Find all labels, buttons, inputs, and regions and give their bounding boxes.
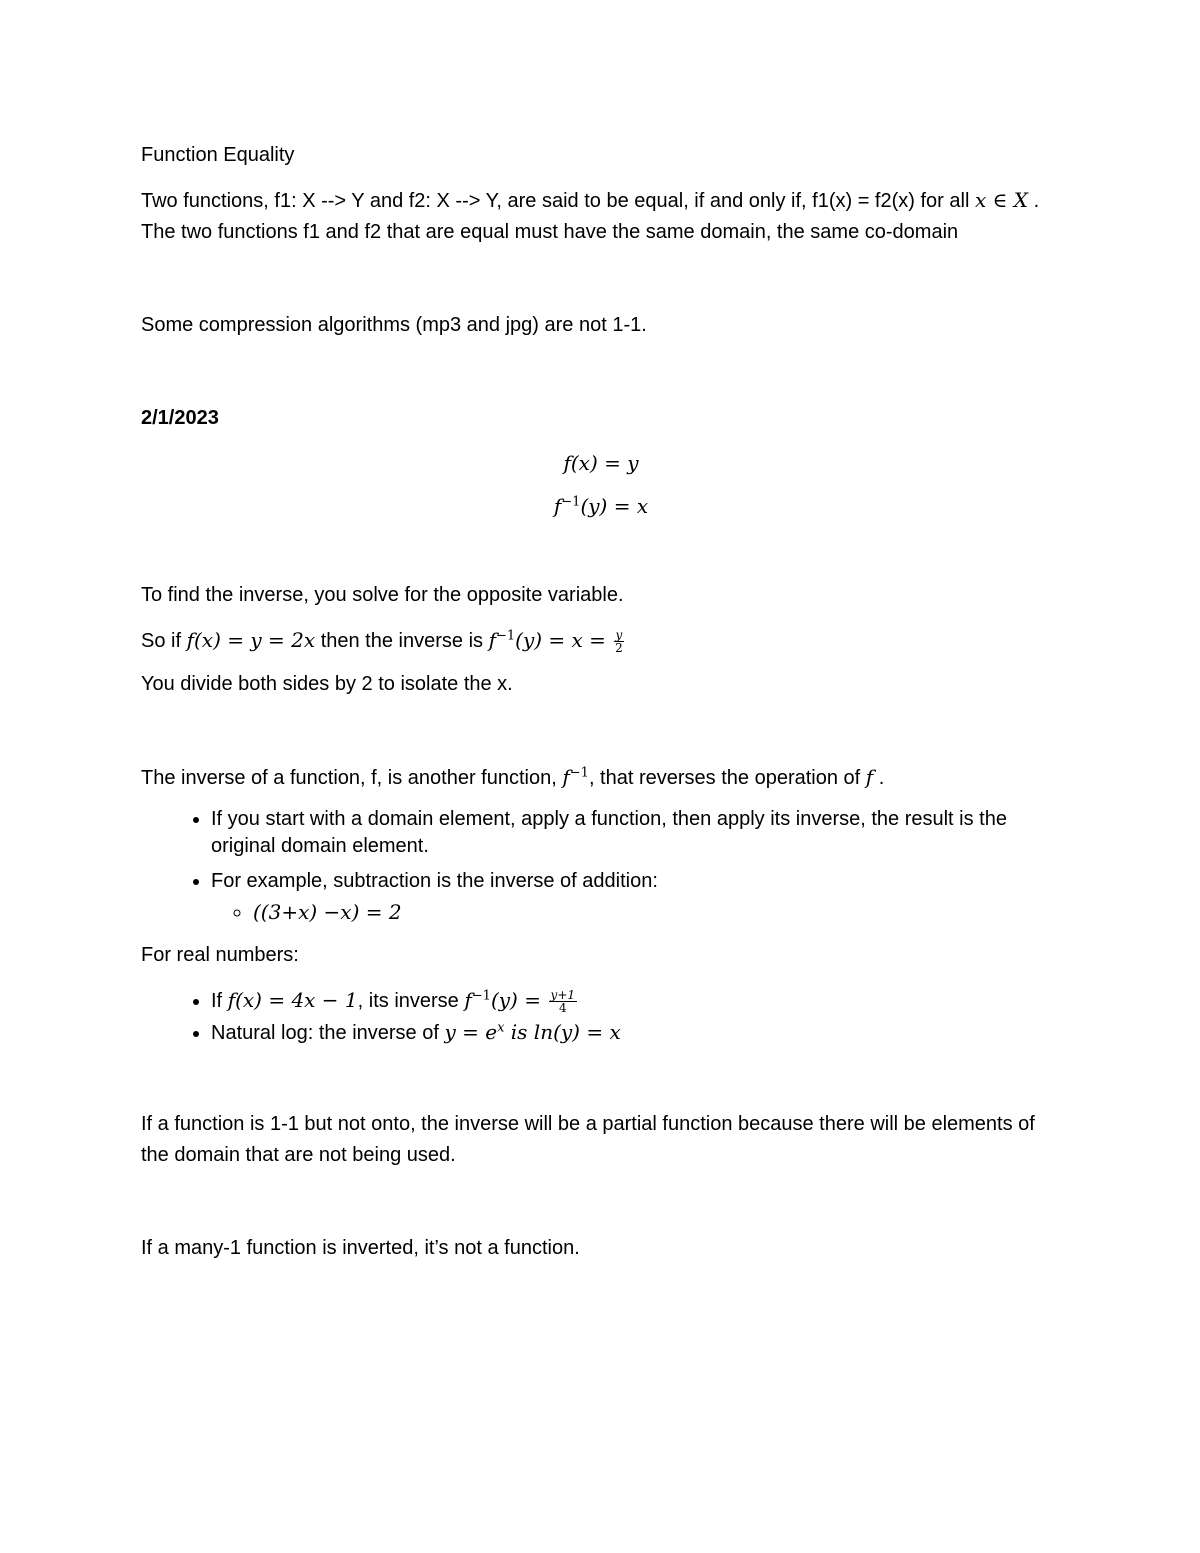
example-math-2 (489, 628, 606, 652)
compression-note: Some compression algorithms (mp3 and jpg) are not 1-1. (141, 314, 647, 336)
bullet-item: • If you start with a domain element, apply a function, then apply its inverse, the result is the original domain element. (211, 806, 1061, 860)
eq2-f: f (553, 494, 562, 518)
inverse-def-f-letter: f (562, 765, 570, 789)
equality-text-2: . The two functions f1 and f2 that are equal must have the same domain, the same co-domain (141, 190, 1040, 243)
example-line (141, 625, 1061, 657)
sub-bullet-item: ◦ ((3+x) −x) = 2 (253, 897, 1061, 928)
real-bullet-1 (211, 985, 1061, 1017)
inverse-definition (141, 762, 1061, 794)
date-heading (141, 403, 1061, 434)
inverse-def-f (562, 765, 589, 789)
sub-bullets (211, 897, 1061, 928)
many-one-note: If a many-1 function is inverted, it’s not a function. (141, 1237, 580, 1259)
equality-paragraph (141, 185, 1061, 248)
date-text: 2/1/2023 (141, 407, 219, 429)
equation-1: f(x) = y (563, 451, 639, 475)
heading: Function Equality (141, 144, 295, 166)
rb2-math1: y = e (444, 1020, 498, 1044)
eq2-rest: (y) = x (580, 494, 649, 518)
rb1-inverse (464, 988, 541, 1012)
inverse-def-text-2: , that reverses the operation of (588, 767, 861, 789)
inverse-def-sup: −1 (569, 765, 589, 781)
find-inverse: To find the inverse, you solve for the opposite variable. (141, 584, 624, 606)
divide-note: You divide both sides by 2 to isolate the x. (141, 673, 513, 695)
rb1-f: f (464, 988, 472, 1012)
rb1-fraction (549, 989, 577, 1014)
example-then: then the inverse is (320, 630, 484, 652)
inverse-def-end: . (878, 767, 885, 789)
inverse-def-f2: f (865, 765, 874, 789)
example-math2-rest: (y) = x = (515, 628, 606, 652)
equation-2 (141, 491, 1061, 522)
example-math2-sup: −1 (496, 628, 516, 644)
rb1-text: , its inverse (357, 990, 459, 1012)
equality-math: x ∈ X (974, 188, 1029, 212)
equality-text-1: Two functions, f1: X --> Y and f2: X --> Y, are said to be equal, if and only if, f1(x) = f2(x) for all (141, 190, 970, 212)
rb2-text: Natural log: the inverse of (211, 1022, 439, 1044)
partial-function-note: If a function is 1-1 but not onto, the inverse will be a partial function because there will be elements of the domain that are not being used. (141, 1113, 1035, 1166)
rb1-math: f(x) = 4x − 1 (227, 988, 358, 1012)
rb1-rest: (y) = (490, 988, 541, 1012)
rb2-math2: is ln(y) = x (510, 1020, 621, 1044)
real-bullets (141, 985, 1061, 1049)
example-fraction (614, 629, 625, 654)
bullet-item (211, 866, 1061, 928)
example-frac-num: y (615, 628, 623, 643)
document-page (141, 140, 1061, 1264)
rb1-num: y+1 (550, 988, 576, 1003)
real-bullet-2 (211, 1017, 1061, 1049)
rb1-den: 4 (558, 1001, 567, 1016)
rb1-if: If (211, 990, 223, 1012)
example-frac-den: 2 (615, 641, 623, 656)
bullet-item-text: For example, subtraction is the inverse of addition: (211, 870, 658, 892)
rb2-sup: x (497, 1020, 505, 1036)
rb2-math (444, 1020, 620, 1044)
example-math2-f: f (488, 628, 496, 652)
eq2-sup: −1 (561, 494, 581, 510)
example-so-if: So if (141, 630, 182, 652)
rb1-sup: −1 (471, 988, 491, 1004)
example-math-1: f(x) = y = 2x (186, 628, 316, 652)
real-numbers-heading: For real numbers: (141, 944, 299, 966)
inverse-bullets (141, 806, 1061, 928)
inverse-def-text-1: The inverse of a function, f, is another function, (141, 767, 557, 789)
